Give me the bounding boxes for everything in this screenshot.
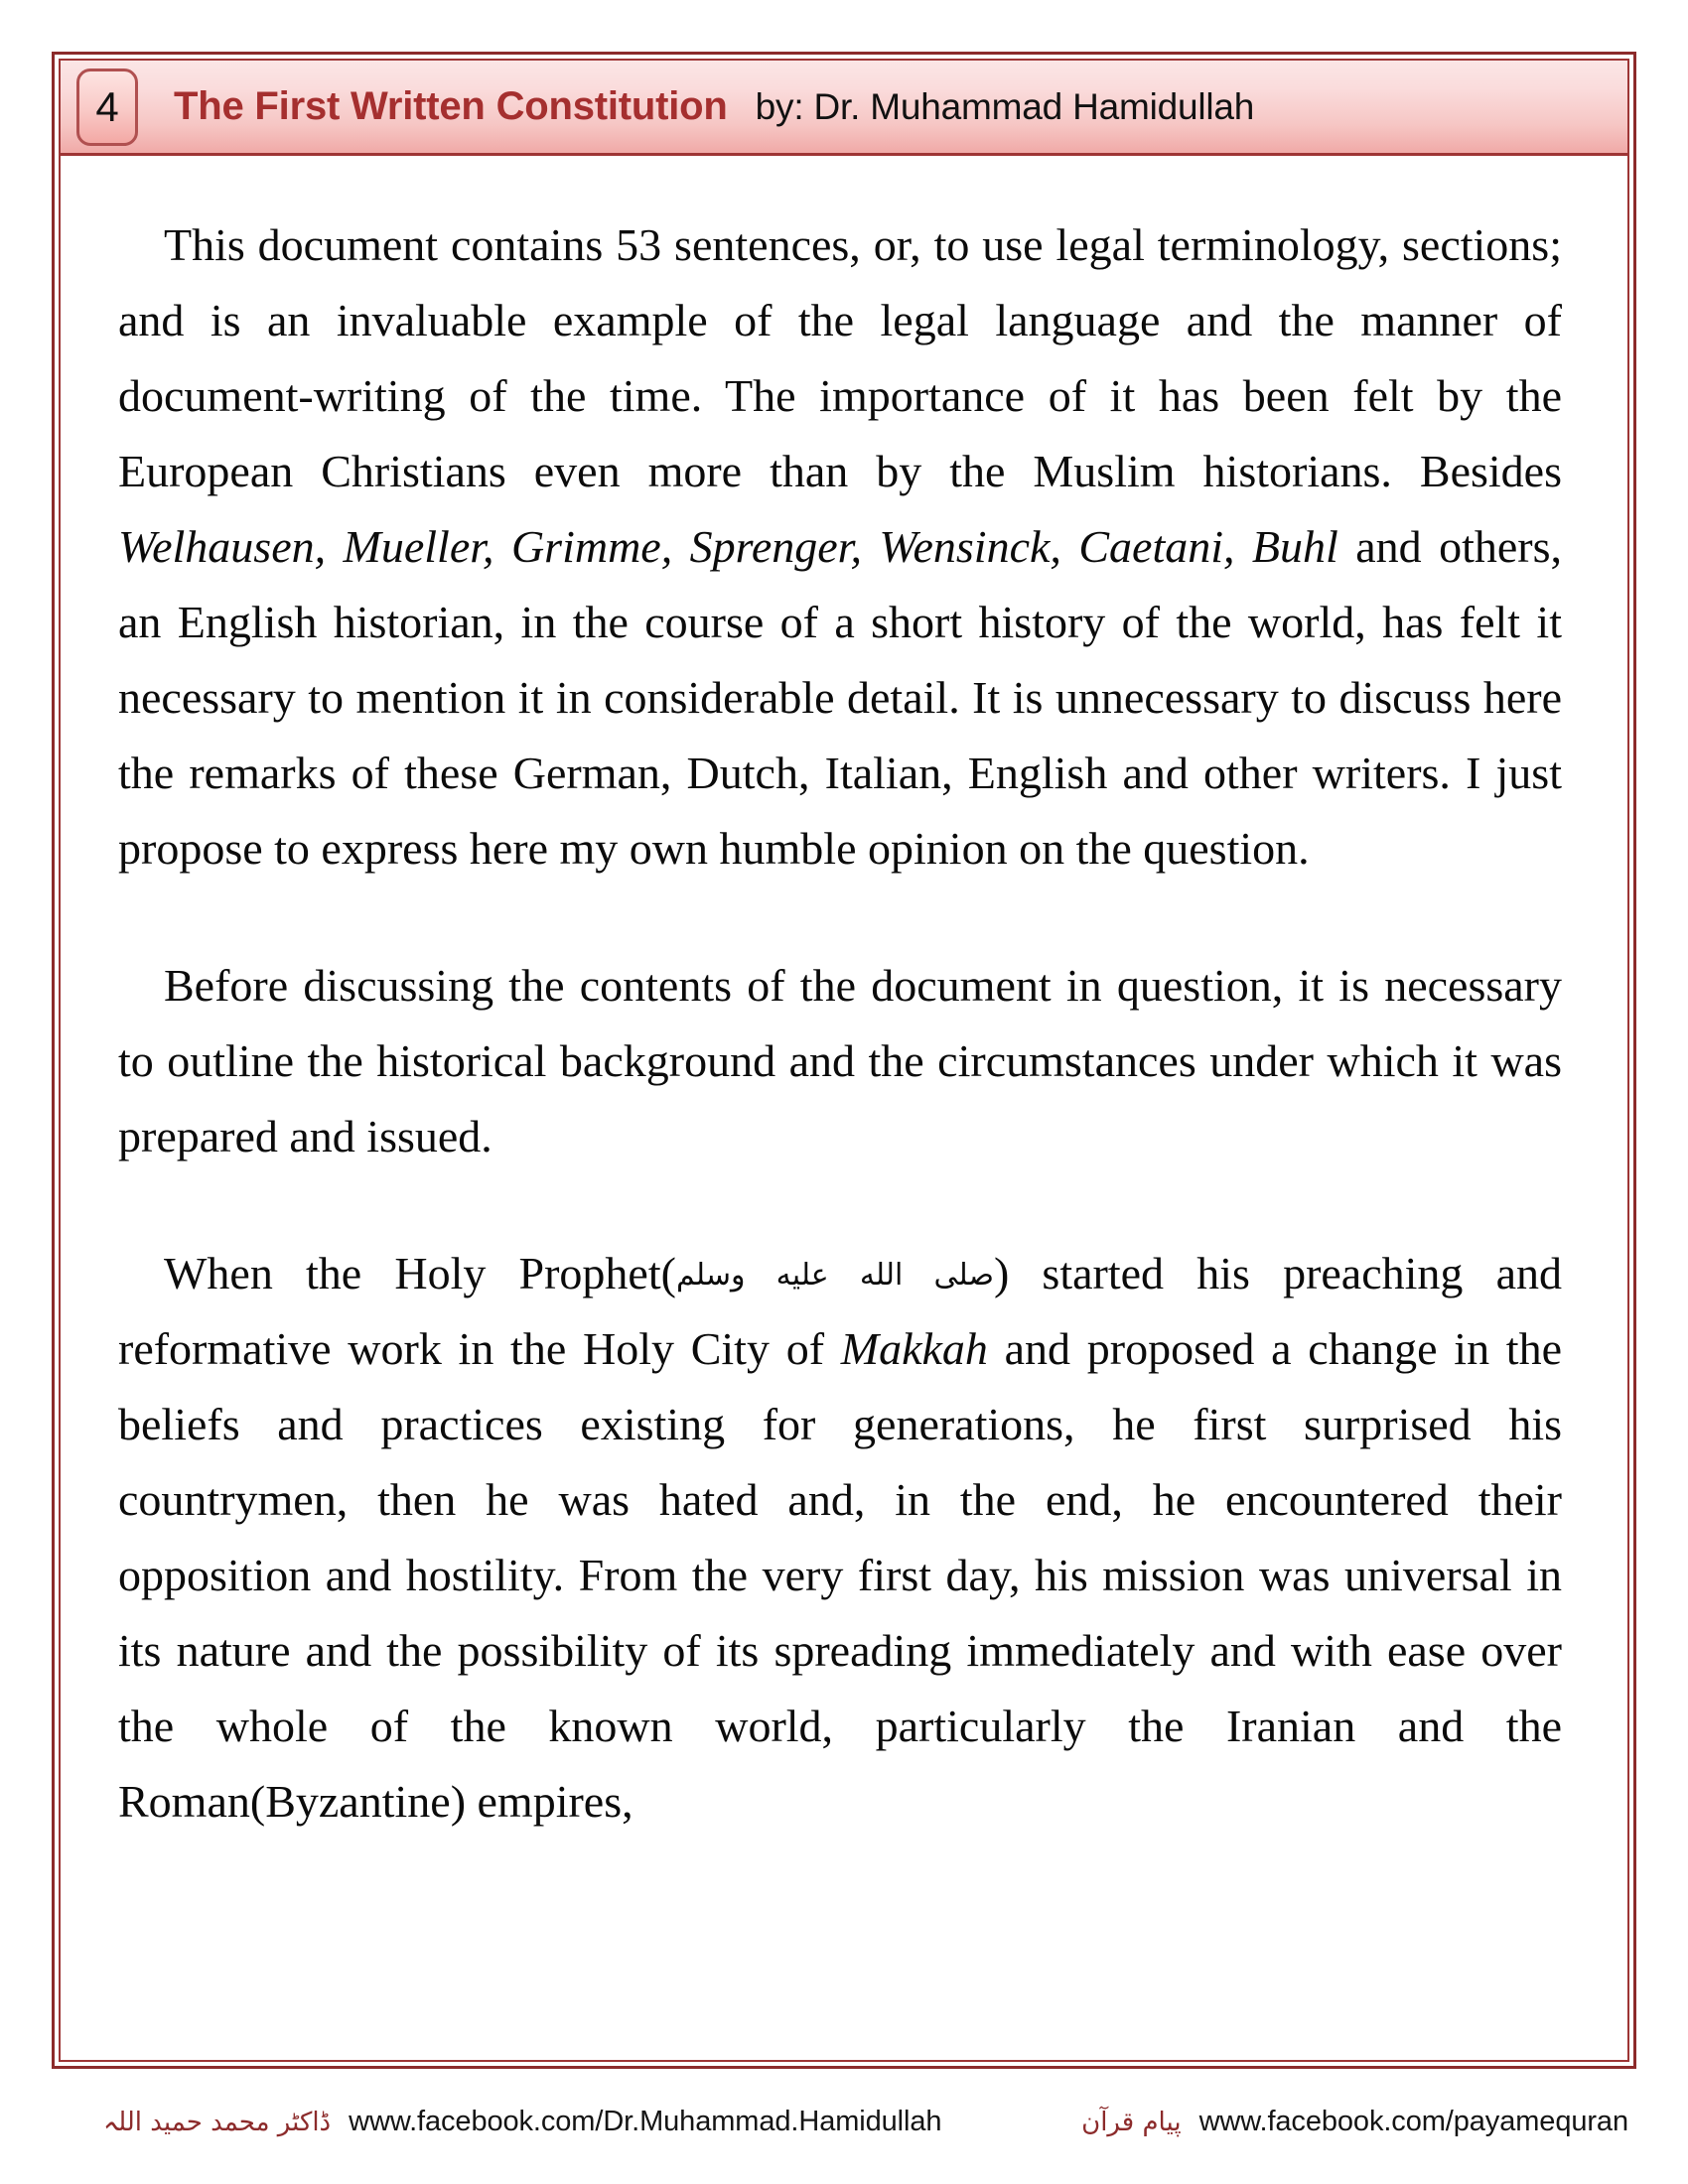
page-footer <box>52 2087 1636 2156</box>
paragraph-1-segment-1: This document contains 53 sentences, or, to use legal terminology, sections; and is an invaluable example of the legal language and the manner of document-writing of the time. The importance of it has been felt by the European Christians even more than by the Muslim historians. Besides <box>118 219 1562 496</box>
document-title: The First Written Constitution <box>174 84 728 128</box>
page-border-inner <box>59 59 1629 2062</box>
paragraph-3-segment-3: and proposed a change in the beliefs and practices existing for generations, he first surprised his countrymen, then he was hated and, in the end, he encountered their opposition and hostility. From the very first day, his mission was universal in its nature and the possibility of its spreading immediately and with ease over the whole of the known world, particularly the Iranian and the Roman(Byzantine) empires, <box>118 1323 1562 1827</box>
footer-left-group <box>103 2106 941 2138</box>
footer-right-group <box>1081 2106 1628 2138</box>
footer-left-urdu-name: ڈاکٹر محمد حمید اللہ <box>103 2107 332 2137</box>
page-number-badge <box>76 68 138 146</box>
paragraph-3 <box>118 1236 1562 1840</box>
paragraph-2-text: Before discussing the contents of the document in question, it is necessary to outline the historical background and the circumstances under which it was prepared and issued. <box>118 960 1562 1161</box>
paragraph-1-segment-2: and others, an English historian, in the course of a short history of the world, has felt it necessary to mention it in considerable detail. It is unnecessary to discuss here the remarks of these German, Dutch, Italian, English and other writers. I just propose to express here my own humble opinion on the question. <box>118 521 1562 874</box>
paragraph-1-scholar-names: Welhausen, Mueller, Grimme, Sprenger, Wensinck, Caetani, Buhl <box>118 521 1338 572</box>
salawat-glyph: صلى الله عليه وسلم <box>675 1258 994 1293</box>
footer-right-urdu-name: پیام قرآن <box>1081 2107 1182 2137</box>
paragraph-3-segment-1: When the Holy Prophet( <box>164 1248 676 1298</box>
paragraph-3-segment-2: ) started his preaching and reformative work in the Holy City of <box>118 1248 1562 1374</box>
paragraph-3-makkah: Makkah <box>840 1323 988 1374</box>
footer-right-url[interactable]: www.facebook.com/payamequran <box>1198 2105 1628 2137</box>
document-body <box>61 156 1627 2060</box>
page-number-text: 4 <box>95 82 119 130</box>
paragraph-1 <box>118 207 1562 887</box>
page-header <box>61 61 1627 156</box>
paragraph-2 <box>118 948 1562 1174</box>
page-border-outer <box>52 52 1636 2069</box>
footer-left-url[interactable]: www.facebook.com/Dr.Muhammad.Hamidullah <box>349 2105 942 2137</box>
document-author: by: Dr. Muhammad Hamidullah <box>755 85 1255 127</box>
